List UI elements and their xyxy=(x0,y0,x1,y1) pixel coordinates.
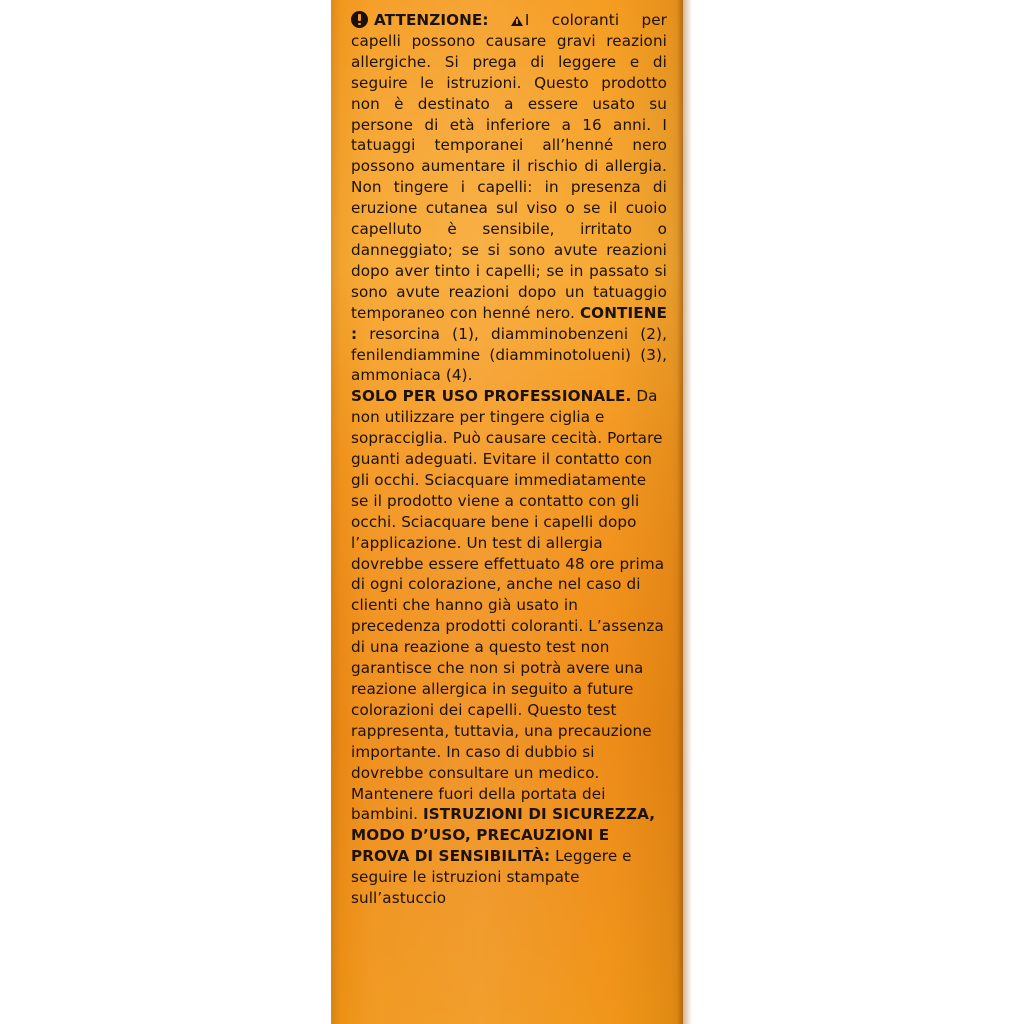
carton-right-edge-shadow xyxy=(683,0,692,1024)
instructions-body-text: Leggere e seguire le istruzioni stampate sull’astuccio xyxy=(351,847,632,908)
contiene-heading: CONTIENE : xyxy=(351,303,667,343)
warning-triangle-icon xyxy=(511,16,523,26)
exclamation-circle-icon xyxy=(351,11,368,28)
instructions-heading: ISTRUZIONI DI SICUREZZA, MODO D’USO, PRECAUZIONI E PROVA DI SENSIBILITÀ: xyxy=(351,805,656,866)
warning-body-text: I coloranti per capelli possono causare gravi reazioni allergiche. Si prega di leggere e di seguire le istruzioni. Questo prodotto non è destinato a essere usato su persone di età inferiore a 16 anni. I tatuaggi temporanei all’henné nero possono aumentare il rischio di allergia. Non tingere i capelli: in presenza di eruzione cutanea sul viso o se il cuoio capelluto è sensibile, irritato o danneggiato; se si sono avute reazioni dopo aver tinto i capelli; se in passato si sono avute reazioni dopo un tatuaggio temporaneo con henné nero. xyxy=(351,11,667,322)
professional-use-body-text: Da non utilizzare per tingere ciglia e sopracciglia. Può causare cecità. Portare guanti adeguati. Evitare il contatto con gli occhi. Sciacquare immediatamente se il prodotto viene a contatto con gli occhi. Sciacquare bene i capelli dopo l’applicazione. Un test di allergia dovrebbe essere effettuato 48 ore prima di ogni colorazione, anche nel caso di clienti che hanno già usato in precedenza prodotti coloranti. L’assenza di una reazione a questo test non garantisce che non si potrà avere una reazione allergica in seguito a future colorazioni dei capelli. Questo test rappresenta, tuttavia, una precauzione importante. In caso di dubbio si dovrebbe consultare un medico. Mantenere fuori della portata dei bambini. xyxy=(351,387,665,824)
attenzione-heading: ATTENZIONE: xyxy=(374,11,489,29)
label-text-block xyxy=(351,8,667,909)
professional-use-heading: SOLO PER USO PROFESSIONALE. xyxy=(351,387,632,406)
warning-paragraph xyxy=(351,8,667,386)
ingredients-text: resorcina (1), diamminobenzeni (2), fenilendiammine (diamminotolueni) (3), ammoniaca (4). xyxy=(351,324,668,385)
carton-orange-panel xyxy=(331,0,683,1024)
professional-use-paragraph xyxy=(351,386,667,909)
